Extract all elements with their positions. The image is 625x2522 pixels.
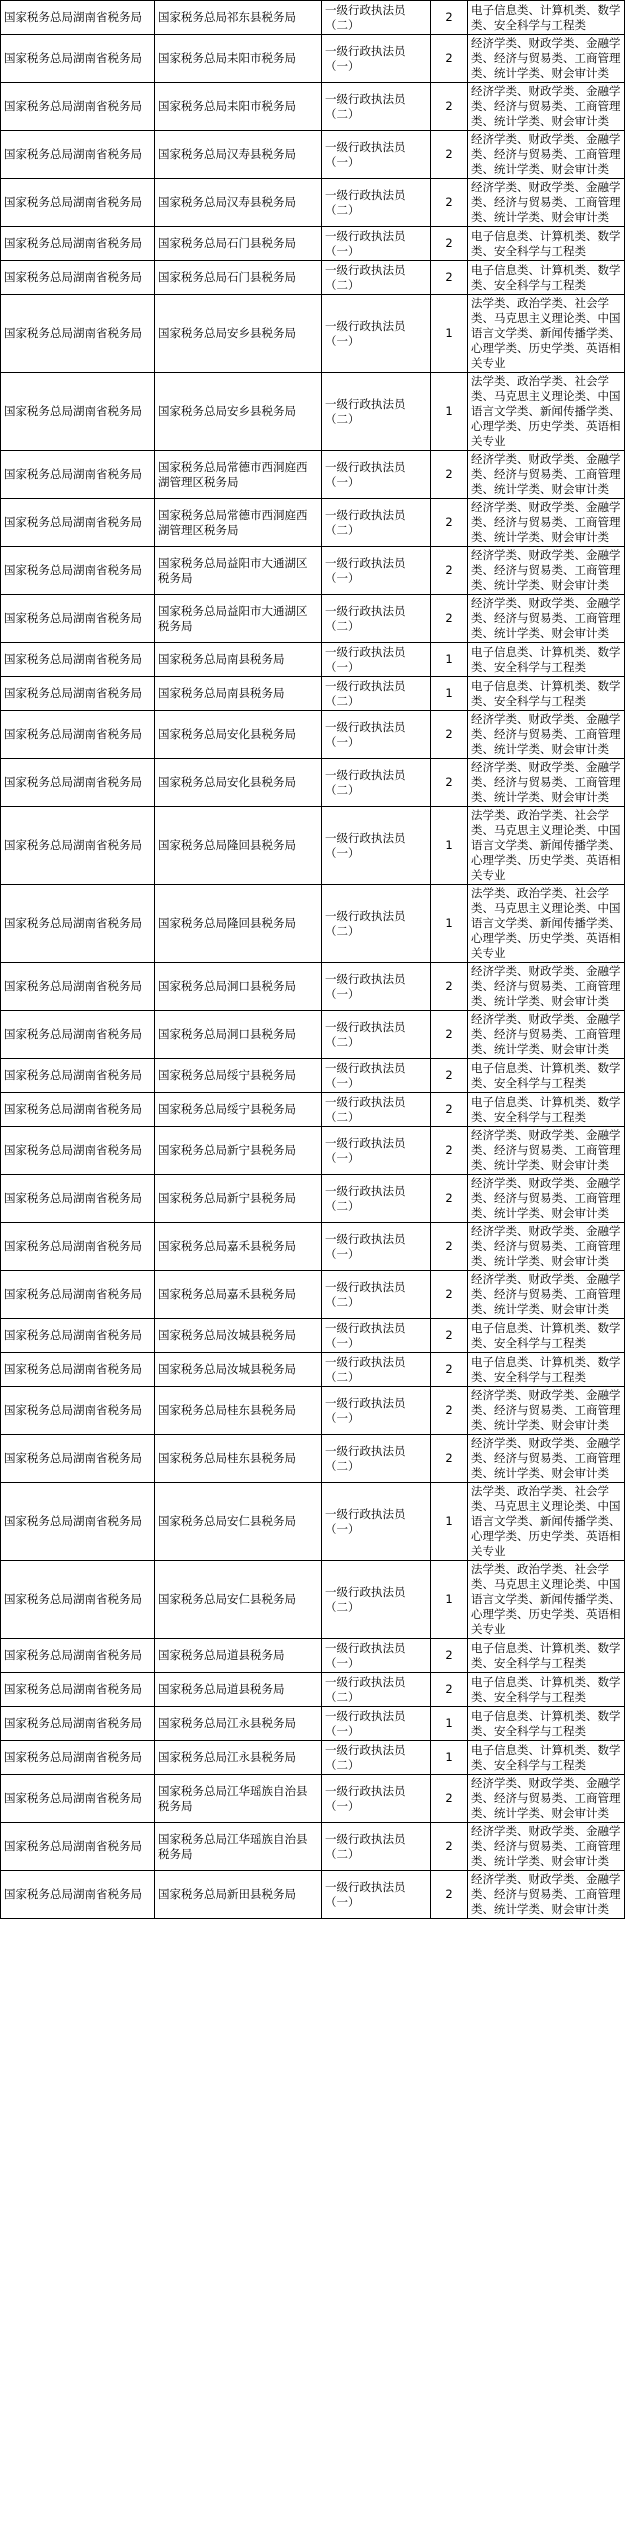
cell-major: 经济学类、财政学类、金融学类、经济与贸易类、工商管理类、统计学类、财会审计类 [468, 1175, 625, 1223]
table-row [1, 1775, 625, 1823]
table-row [1, 643, 625, 677]
cell-position: 一级行政执法员（二） [322, 595, 431, 643]
table-row [1, 1707, 625, 1741]
cell-unit: 国家税务总局安化县税务局 [155, 711, 322, 759]
cell-major: 经济学类、财政学类、金融学类、经济与贸易类、工商管理类、统计学类、财会审计类 [468, 963, 625, 1011]
cell-org: 国家税务总局湖南省税务局 [1, 1707, 155, 1741]
cell-position: 一级行政执法员（一） [322, 643, 431, 677]
cell-unit: 国家税务总局洞口县税务局 [155, 963, 322, 1011]
cell-major: 电子信息类、计算机类、数学类、安全科学与工程类 [468, 1741, 625, 1775]
cell-major: 电子信息类、计算机类、数学类、安全科学与工程类 [468, 1, 625, 35]
cell-unit: 国家税务总局安乡县税务局 [155, 373, 322, 451]
table-row [1, 1871, 625, 1919]
table-row [1, 1561, 625, 1639]
cell-unit: 国家税务总局桂东县税务局 [155, 1435, 322, 1483]
cell-position: 一级行政执法员（二） [322, 885, 431, 963]
table-row [1, 885, 625, 963]
table-row [1, 1, 625, 35]
cell-org: 国家税务总局湖南省税务局 [1, 1639, 155, 1673]
cell-unit: 国家税务总局耒阳市税务局 [155, 83, 322, 131]
cell-count: 2 [431, 1353, 468, 1387]
cell-unit: 国家税务总局新宁县税务局 [155, 1127, 322, 1175]
cell-count: 2 [431, 1059, 468, 1093]
table-row [1, 711, 625, 759]
cell-major: 经济学类、财政学类、金融学类、经济与贸易类、工商管理类、统计学类、财会审计类 [468, 759, 625, 807]
table-row [1, 1353, 625, 1387]
cell-unit: 国家税务总局桂东县税务局 [155, 1387, 322, 1435]
cell-count: 2 [431, 1387, 468, 1435]
cell-position: 一级行政执法员（一） [322, 1223, 431, 1271]
table-row [1, 1673, 625, 1707]
cell-count: 1 [431, 677, 468, 711]
cell-count: 2 [431, 1093, 468, 1127]
cell-position: 一级行政执法员（一） [322, 295, 431, 373]
table-row [1, 35, 625, 83]
cell-major: 电子信息类、计算机类、数学类、安全科学与工程类 [468, 1353, 625, 1387]
table-row [1, 1823, 625, 1871]
cell-count: 1 [431, 1561, 468, 1639]
cell-position: 一级行政执法员（一） [322, 547, 431, 595]
cell-org: 国家税务总局湖南省税务局 [1, 1127, 155, 1175]
table-row [1, 227, 625, 261]
cell-position: 一级行政执法员（二） [322, 1673, 431, 1707]
cell-count: 2 [431, 83, 468, 131]
cell-unit: 国家税务总局南县税务局 [155, 677, 322, 711]
cell-major: 电子信息类、计算机类、数学类、安全科学与工程类 [468, 261, 625, 295]
cell-unit: 国家税务总局江华瑶族自治县税务局 [155, 1823, 322, 1871]
cell-count: 2 [431, 499, 468, 547]
table-row [1, 1639, 625, 1673]
cell-major: 电子信息类、计算机类、数学类、安全科学与工程类 [468, 1059, 625, 1093]
cell-position: 一级行政执法员（一） [322, 1319, 431, 1353]
cell-count: 2 [431, 711, 468, 759]
table-row [1, 1483, 625, 1561]
cell-org: 国家税务总局湖南省税务局 [1, 1741, 155, 1775]
cell-org: 国家税务总局湖南省税务局 [1, 677, 155, 711]
cell-count: 2 [431, 227, 468, 261]
cell-count: 2 [431, 1639, 468, 1673]
cell-major: 经济学类、财政学类、金融学类、经济与贸易类、工商管理类、统计学类、财会审计类 [468, 179, 625, 227]
cell-org: 国家税务总局湖南省税务局 [1, 1223, 155, 1271]
cell-major: 经济学类、财政学类、金融学类、经济与贸易类、工商管理类、统计学类、财会审计类 [468, 1127, 625, 1175]
cell-unit: 国家税务总局绥宁县税务局 [155, 1059, 322, 1093]
cell-org: 国家税务总局湖南省税务局 [1, 807, 155, 885]
cell-unit: 国家税务总局嘉禾县税务局 [155, 1271, 322, 1319]
cell-unit: 国家税务总局江永县税务局 [155, 1707, 322, 1741]
cell-org: 国家税务总局湖南省税务局 [1, 295, 155, 373]
cell-count: 1 [431, 1741, 468, 1775]
cell-major: 经济学类、财政学类、金融学类、经济与贸易类、工商管理类、统计学类、财会审计类 [468, 595, 625, 643]
cell-org: 国家税务总局湖南省税务局 [1, 1823, 155, 1871]
cell-org: 国家税务总局湖南省税务局 [1, 1871, 155, 1919]
cell-unit: 国家税务总局安仁县税务局 [155, 1561, 322, 1639]
cell-unit: 国家税务总局常德市西洞庭西湖管理区税务局 [155, 451, 322, 499]
table-row [1, 261, 625, 295]
cell-org: 国家税务总局湖南省税务局 [1, 227, 155, 261]
cell-major: 电子信息类、计算机类、数学类、安全科学与工程类 [468, 1093, 625, 1127]
cell-count: 1 [431, 807, 468, 885]
cell-position: 一级行政执法员（一） [322, 451, 431, 499]
cell-unit: 国家税务总局新宁县税务局 [155, 1175, 322, 1223]
cell-org: 国家税务总局湖南省税务局 [1, 1319, 155, 1353]
cell-count: 2 [431, 1435, 468, 1483]
table-row [1, 451, 625, 499]
table-row [1, 1059, 625, 1093]
cell-position: 一级行政执法员（二） [322, 1, 431, 35]
cell-count: 2 [431, 1175, 468, 1223]
cell-org: 国家税务总局湖南省税务局 [1, 83, 155, 131]
table-row [1, 1435, 625, 1483]
cell-unit: 国家税务总局常德市西洞庭西湖管理区税务局 [155, 499, 322, 547]
cell-unit: 国家税务总局南县税务局 [155, 643, 322, 677]
cell-unit: 国家税务总局道县税务局 [155, 1673, 322, 1707]
table-row [1, 295, 625, 373]
cell-count: 2 [431, 1871, 468, 1919]
cell-org: 国家税务总局湖南省税务局 [1, 35, 155, 83]
cell-position: 一级行政执法员（一） [322, 227, 431, 261]
cell-position: 一级行政执法员（二） [322, 677, 431, 711]
cell-unit: 国家税务总局汉寿县税务局 [155, 179, 322, 227]
cell-position: 一级行政执法员（一） [322, 1775, 431, 1823]
cell-position: 一级行政执法员（二） [322, 1353, 431, 1387]
cell-position: 一级行政执法员（二） [322, 261, 431, 295]
cell-org: 国家税务总局湖南省税务局 [1, 711, 155, 759]
cell-org: 国家税务总局湖南省税务局 [1, 1775, 155, 1823]
cell-unit: 国家税务总局江华瑶族自治县税务局 [155, 1775, 322, 1823]
cell-unit: 国家税务总局汝城县税务局 [155, 1319, 322, 1353]
cell-major: 经济学类、财政学类、金融学类、经济与贸易类、工商管理类、统计学类、财会审计类 [468, 131, 625, 179]
cell-unit: 国家税务总局耒阳市税务局 [155, 35, 322, 83]
cell-org: 国家税务总局湖南省税务局 [1, 547, 155, 595]
table-row [1, 499, 625, 547]
cell-org: 国家税务总局湖南省税务局 [1, 885, 155, 963]
cell-major: 经济学类、财政学类、金融学类、经济与贸易类、工商管理类、统计学类、财会审计类 [468, 451, 625, 499]
cell-major: 电子信息类、计算机类、数学类、安全科学与工程类 [468, 1639, 625, 1673]
table-row [1, 759, 625, 807]
cell-major: 法学类、政治学类、社会学类、马克思主义理论类、中国语言文学类、新闻传播学类、心理学类、历史学类、英语相关专业 [468, 885, 625, 963]
table-row [1, 179, 625, 227]
table-row [1, 595, 625, 643]
cell-position: 一级行政执法员（二） [322, 1271, 431, 1319]
table-row [1, 83, 625, 131]
cell-org: 国家税务总局湖南省税务局 [1, 1435, 155, 1483]
cell-org: 国家税务总局湖南省税务局 [1, 1059, 155, 1093]
cell-org: 国家税务总局湖南省税务局 [1, 1175, 155, 1223]
cell-org: 国家税务总局湖南省税务局 [1, 1093, 155, 1127]
cell-unit: 国家税务总局石门县税务局 [155, 261, 322, 295]
cell-unit: 国家税务总局隆回县税务局 [155, 807, 322, 885]
cell-org: 国家税务总局湖南省税务局 [1, 1387, 155, 1435]
cell-org: 国家税务总局湖南省税务局 [1, 643, 155, 677]
cell-org: 国家税务总局湖南省税务局 [1, 595, 155, 643]
cell-count: 2 [431, 1011, 468, 1059]
cell-major: 电子信息类、计算机类、数学类、安全科学与工程类 [468, 1707, 625, 1741]
cell-unit: 国家税务总局嘉禾县税务局 [155, 1223, 322, 1271]
cell-major: 法学类、政治学类、社会学类、马克思主义理论类、中国语言文学类、新闻传播学类、心理学类、历史学类、英语相关专业 [468, 1561, 625, 1639]
cell-major: 经济学类、财政学类、金融学类、经济与贸易类、工商管理类、统计学类、财会审计类 [468, 547, 625, 595]
cell-unit: 国家税务总局祁东县税务局 [155, 1, 322, 35]
cell-org: 国家税务总局湖南省税务局 [1, 261, 155, 295]
cell-position: 一级行政执法员（一） [322, 1707, 431, 1741]
table-row [1, 1011, 625, 1059]
cell-unit: 国家税务总局安化县税务局 [155, 759, 322, 807]
cell-position: 一级行政执法员（一） [322, 131, 431, 179]
cell-major: 经济学类、财政学类、金融学类、经济与贸易类、工商管理类、统计学类、财会审计类 [468, 35, 625, 83]
table-row [1, 373, 625, 451]
cell-org: 国家税务总局湖南省税务局 [1, 499, 155, 547]
cell-count: 2 [431, 759, 468, 807]
cell-position: 一级行政执法员（二） [322, 1435, 431, 1483]
cell-unit: 国家税务总局绥宁县税务局 [155, 1093, 322, 1127]
cell-count: 2 [431, 1319, 468, 1353]
cell-org: 国家税务总局湖南省税务局 [1, 451, 155, 499]
cell-org: 国家税务总局湖南省税务局 [1, 1673, 155, 1707]
cell-count: 2 [431, 1673, 468, 1707]
table-row [1, 1271, 625, 1319]
cell-count: 2 [431, 1, 468, 35]
cell-position: 一级行政执法员（二） [322, 499, 431, 547]
table-row [1, 1223, 625, 1271]
cell-major: 经济学类、财政学类、金融学类、经济与贸易类、工商管理类、统计学类、财会审计类 [468, 1435, 625, 1483]
cell-position: 一级行政执法员（一） [322, 1483, 431, 1561]
cell-count: 2 [431, 963, 468, 1011]
cell-major: 经济学类、财政学类、金融学类、经济与贸易类、工商管理类、统计学类、财会审计类 [468, 499, 625, 547]
cell-position: 一级行政执法员（二） [322, 1741, 431, 1775]
cell-position: 一级行政执法员（一） [322, 1871, 431, 1919]
cell-unit: 国家税务总局汝城县税务局 [155, 1353, 322, 1387]
cell-org: 国家税务总局湖南省税务局 [1, 759, 155, 807]
cell-count: 2 [431, 35, 468, 83]
cell-unit: 国家税务总局道县税务局 [155, 1639, 322, 1673]
cell-major: 经济学类、财政学类、金融学类、经济与贸易类、工商管理类、统计学类、财会审计类 [468, 1387, 625, 1435]
cell-count: 1 [431, 373, 468, 451]
cell-major: 经济学类、财政学类、金融学类、经济与贸易类、工商管理类、统计学类、财会审计类 [468, 1871, 625, 1919]
cell-org: 国家税务总局湖南省税务局 [1, 1353, 155, 1387]
cell-count: 2 [431, 1823, 468, 1871]
cell-unit: 国家税务总局新田县税务局 [155, 1871, 322, 1919]
cell-major: 经济学类、财政学类、金融学类、经济与贸易类、工商管理类、统计学类、财会审计类 [468, 1271, 625, 1319]
cell-unit: 国家税务总局汉寿县税务局 [155, 131, 322, 179]
cell-major: 经济学类、财政学类、金融学类、经济与贸易类、工商管理类、统计学类、财会审计类 [468, 1011, 625, 1059]
cell-count: 1 [431, 1707, 468, 1741]
cell-org: 国家税务总局湖南省税务局 [1, 131, 155, 179]
cell-unit: 国家税务总局隆回县税务局 [155, 885, 322, 963]
cell-position: 一级行政执法员（一） [322, 963, 431, 1011]
table-body [1, 1, 625, 1919]
cell-position: 一级行政执法员（一） [322, 1059, 431, 1093]
cell-position: 一级行政执法员（一） [322, 1387, 431, 1435]
cell-position: 一级行政执法员（一） [322, 807, 431, 885]
cell-unit: 国家税务总局益阳市大通湖区税务局 [155, 547, 322, 595]
cell-unit: 国家税务总局洞口县税务局 [155, 1011, 322, 1059]
cell-major: 电子信息类、计算机类、数学类、安全科学与工程类 [468, 227, 625, 261]
cell-position: 一级行政执法员（二） [322, 1823, 431, 1871]
table-row [1, 963, 625, 1011]
cell-count: 2 [431, 1223, 468, 1271]
table-row [1, 807, 625, 885]
table-row [1, 1093, 625, 1127]
table-row [1, 547, 625, 595]
table-row [1, 1127, 625, 1175]
cell-position: 一级行政执法员（二） [322, 83, 431, 131]
table-row [1, 131, 625, 179]
cell-count: 2 [431, 261, 468, 295]
cell-count: 2 [431, 547, 468, 595]
cell-major: 经济学类、财政学类、金融学类、经济与贸易类、工商管理类、统计学类、财会审计类 [468, 711, 625, 759]
cell-position: 一级行政执法员（二） [322, 179, 431, 227]
cell-count: 1 [431, 1483, 468, 1561]
cell-major: 法学类、政治学类、社会学类、马克思主义理论类、中国语言文学类、新闻传播学类、心理学类、历史学类、英语相关专业 [468, 295, 625, 373]
cell-major: 法学类、政治学类、社会学类、马克思主义理论类、中国语言文学类、新闻传播学类、心理学类、历史学类、英语相关专业 [468, 807, 625, 885]
cell-count: 1 [431, 295, 468, 373]
cell-count: 1 [431, 885, 468, 963]
cell-major: 经济学类、财政学类、金融学类、经济与贸易类、工商管理类、统计学类、财会审计类 [468, 1223, 625, 1271]
cell-position: 一级行政执法员（二） [322, 1093, 431, 1127]
cell-org: 国家税务总局湖南省税务局 [1, 1483, 155, 1561]
cell-unit: 国家税务总局安仁县税务局 [155, 1483, 322, 1561]
cell-count: 2 [431, 131, 468, 179]
table-row [1, 677, 625, 711]
cell-org: 国家税务总局湖南省税务局 [1, 1271, 155, 1319]
cell-position: 一级行政执法员（二） [322, 1011, 431, 1059]
cell-count: 2 [431, 179, 468, 227]
cell-unit: 国家税务总局石门县税务局 [155, 227, 322, 261]
cell-major: 经济学类、财政学类、金融学类、经济与贸易类、工商管理类、统计学类、财会审计类 [468, 83, 625, 131]
cell-major: 法学类、政治学类、社会学类、马克思主义理论类、中国语言文学类、新闻传播学类、心理学类、历史学类、英语相关专业 [468, 1483, 625, 1561]
cell-org: 国家税务总局湖南省税务局 [1, 373, 155, 451]
cell-count: 2 [431, 1271, 468, 1319]
cell-position: 一级行政执法员（二） [322, 1175, 431, 1223]
cell-position: 一级行政执法员（一） [322, 1639, 431, 1673]
cell-major: 电子信息类、计算机类、数学类、安全科学与工程类 [468, 677, 625, 711]
cell-major: 法学类、政治学类、社会学类、马克思主义理论类、中国语言文学类、新闻传播学类、心理学类、历史学类、英语相关专业 [468, 373, 625, 451]
cell-unit: 国家税务总局安乡县税务局 [155, 295, 322, 373]
cell-position: 一级行政执法员（一） [322, 711, 431, 759]
table-row [1, 1741, 625, 1775]
cell-count: 2 [431, 595, 468, 643]
cell-major: 电子信息类、计算机类、数学类、安全科学与工程类 [468, 643, 625, 677]
cell-count: 2 [431, 451, 468, 499]
table-row [1, 1387, 625, 1435]
cell-unit: 国家税务总局江永县税务局 [155, 1741, 322, 1775]
cell-org: 国家税务总局湖南省税务局 [1, 1011, 155, 1059]
cell-position: 一级行政执法员（二） [322, 1561, 431, 1639]
cell-org: 国家税务总局湖南省税务局 [1, 179, 155, 227]
cell-unit: 国家税务总局益阳市大通湖区税务局 [155, 595, 322, 643]
cell-count: 2 [431, 1775, 468, 1823]
cell-count: 2 [431, 1127, 468, 1175]
cell-org: 国家税务总局湖南省税务局 [1, 963, 155, 1011]
cell-position: 一级行政执法员（二） [322, 759, 431, 807]
cell-org: 国家税务总局湖南省税务局 [1, 1, 155, 35]
cell-org: 国家税务总局湖南省税务局 [1, 1561, 155, 1639]
cell-position: 一级行政执法员（一） [322, 1127, 431, 1175]
cell-position: 一级行政执法员（一） [322, 35, 431, 83]
cell-position: 一级行政执法员（二） [322, 373, 431, 451]
table-row [1, 1175, 625, 1223]
cell-major: 经济学类、财政学类、金融学类、经济与贸易类、工商管理类、统计学类、财会审计类 [468, 1823, 625, 1871]
cell-count: 1 [431, 643, 468, 677]
table-row [1, 1319, 625, 1353]
cell-major: 电子信息类、计算机类、数学类、安全科学与工程类 [468, 1319, 625, 1353]
cell-major: 电子信息类、计算机类、数学类、安全科学与工程类 [468, 1673, 625, 1707]
cell-major: 经济学类、财政学类、金融学类、经济与贸易类、工商管理类、统计学类、财会审计类 [468, 1775, 625, 1823]
